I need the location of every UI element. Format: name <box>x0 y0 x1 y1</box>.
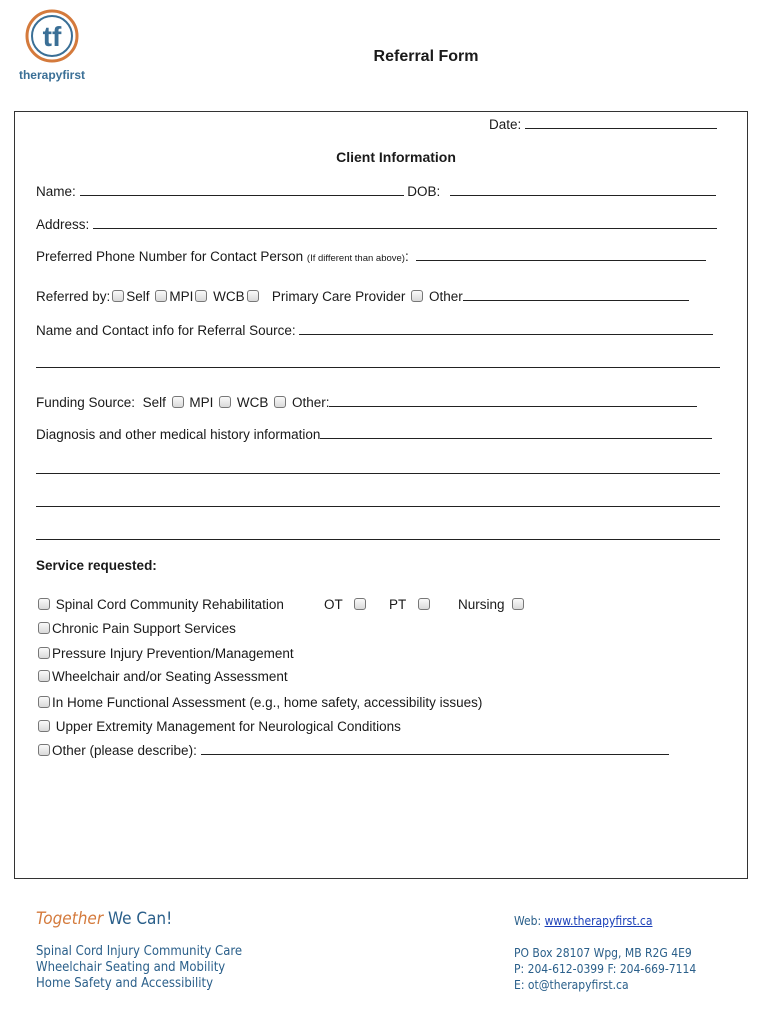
referral-source-row <box>36 322 713 339</box>
other-label: Other (please describe): <box>52 743 197 758</box>
in-home-checkbox[interactable] <box>38 696 50 708</box>
phone-label: Preferred Phone Number for Contact Person <box>36 249 304 264</box>
address-label: Address: <box>36 217 90 232</box>
footer-tagline <box>36 909 172 929</box>
phone-field[interactable] <box>416 248 706 261</box>
in-home-label: In Home Functional Assessment (e.g., home safety, accessibility issues) <box>52 695 483 710</box>
diagnosis-line-4[interactable] <box>36 539 720 540</box>
nursing-checkbox[interactable] <box>512 598 524 610</box>
funding-row <box>36 394 697 411</box>
fund-other-field[interactable] <box>329 394 697 407</box>
diagnosis-row <box>36 426 712 443</box>
service-ot <box>324 597 368 613</box>
referral-source-line-2[interactable] <box>36 367 720 368</box>
other-checkbox[interactable] <box>38 744 50 756</box>
phone-row: Preferred Phone Number for Contact Person (If different than above): <box>36 248 706 267</box>
service-pressure-row <box>36 646 294 662</box>
diagnosis-line-2[interactable] <box>36 473 720 474</box>
ref-other-label: Other <box>428 289 463 304</box>
referred-by-row <box>36 288 689 305</box>
pt-label: PT <box>389 597 407 612</box>
fund-self-label: Self <box>142 395 166 410</box>
dob-label: DOB: <box>407 184 441 199</box>
footer-address: PO Box 28107 Wpg, MB R2G 4E9 <box>514 946 692 960</box>
fund-other-label: Other: <box>291 395 330 410</box>
ot-checkbox[interactable] <box>354 598 366 610</box>
service-in-home-row <box>36 695 482 711</box>
phone-note: (If different than above) <box>306 253 405 264</box>
referral-source-label: Name and Contact info for Referral Source: <box>36 323 296 338</box>
fund-mpi-checkbox[interactable] <box>219 396 231 408</box>
client-info-header: Client Information <box>336 149 456 165</box>
ref-self-checkbox[interactable] <box>112 290 124 302</box>
ref-pcp-checkbox[interactable] <box>411 290 423 302</box>
referral-source-field[interactable] <box>299 322 713 335</box>
ref-mpi-label: MPI <box>169 289 194 304</box>
footer-line-3: Home Safety and Accessibility <box>36 976 214 991</box>
other-field[interactable] <box>201 742 669 755</box>
chronic-pain-label: Chronic Pain Support Services <box>52 621 236 636</box>
diagnosis-label: Diagnosis and other medical history information <box>36 427 321 442</box>
service-nursing <box>458 597 526 613</box>
web-link[interactable]: www.therapyfirst.ca <box>544 914 653 928</box>
name-label: Name: <box>36 184 76 199</box>
service-pt <box>389 597 432 613</box>
footer-email: E: ot@therapyfirst.ca <box>514 978 629 992</box>
pressure-checkbox[interactable] <box>38 647 50 659</box>
funding-label: Funding Source: <box>36 395 136 410</box>
nursing-label: Nursing <box>458 597 505 612</box>
ref-wcb-label: WCB <box>213 289 245 304</box>
footer-web <box>514 914 652 928</box>
ref-pcp-label: Primary Care Provider <box>271 289 406 304</box>
ref-self-label: Self <box>126 289 150 304</box>
upper-label: Upper Extremity Management for Neurological Conditions <box>55 719 401 734</box>
footer-contact <box>514 945 696 993</box>
fund-wcb-label: WCB <box>236 395 269 410</box>
services-header: Service requested: <box>36 558 157 573</box>
fund-self-checkbox[interactable] <box>172 396 184 408</box>
fund-mpi-label: MPI <box>189 395 214 410</box>
service-other-row <box>36 742 669 759</box>
service-wheelchair-row <box>36 669 288 685</box>
tagline-we-can: We Can! <box>107 909 173 929</box>
service-scr-row <box>36 597 284 613</box>
diagnosis-line-3[interactable] <box>36 506 720 507</box>
date-label: Date: <box>489 117 522 132</box>
ref-wcb2-checkbox[interactable] <box>247 290 259 302</box>
footer-services <box>36 944 242 992</box>
footer-line-1: Spinal Cord Injury Community Care <box>36 944 243 959</box>
footer-phone: P: 204-612-0399 F: 204-669-7114 <box>514 962 697 976</box>
scr-checkbox[interactable] <box>38 598 50 610</box>
wheelchair-label: Wheelchair and/or Seating Assessment <box>52 669 288 684</box>
fund-wcb-checkbox[interactable] <box>274 396 286 408</box>
dob-field[interactable] <box>450 183 716 196</box>
service-chronic-pain-row <box>36 621 236 637</box>
service-upper-row <box>36 719 401 735</box>
ref-other-field[interactable] <box>463 288 689 301</box>
diagnosis-field[interactable] <box>320 426 712 439</box>
name-field[interactable] <box>80 183 404 196</box>
address-row <box>36 216 717 233</box>
web-label: Web: <box>514 914 542 928</box>
ot-label: OT <box>324 597 343 612</box>
wheelchair-checkbox[interactable] <box>38 670 50 682</box>
tagline-together: Together <box>36 909 104 929</box>
referred-by-label: Referred by: <box>36 289 111 304</box>
name-dob-row <box>36 183 716 200</box>
chronic-pain-checkbox[interactable] <box>38 622 50 634</box>
pressure-label: Pressure Injury Prevention/Management <box>52 646 294 661</box>
address-field[interactable] <box>93 216 717 229</box>
date-row <box>489 116 717 133</box>
scr-label: Spinal Cord Community Rehabilitation <box>55 597 284 612</box>
ref-mpi-checkbox[interactable] <box>155 290 167 302</box>
upper-checkbox[interactable] <box>38 720 50 732</box>
ref-wcb-checkbox[interactable] <box>195 290 207 302</box>
footer-line-2: Wheelchair Seating and Mobility <box>36 960 226 975</box>
date-field[interactable] <box>525 116 717 129</box>
page-title: Referral Form <box>373 48 479 65</box>
therapyfirst-logo <box>16 6 88 86</box>
svg-text:tf: tf <box>42 21 62 52</box>
logo-wordmark: therapyfirst <box>18 68 86 82</box>
pt-checkbox[interactable] <box>418 598 430 610</box>
